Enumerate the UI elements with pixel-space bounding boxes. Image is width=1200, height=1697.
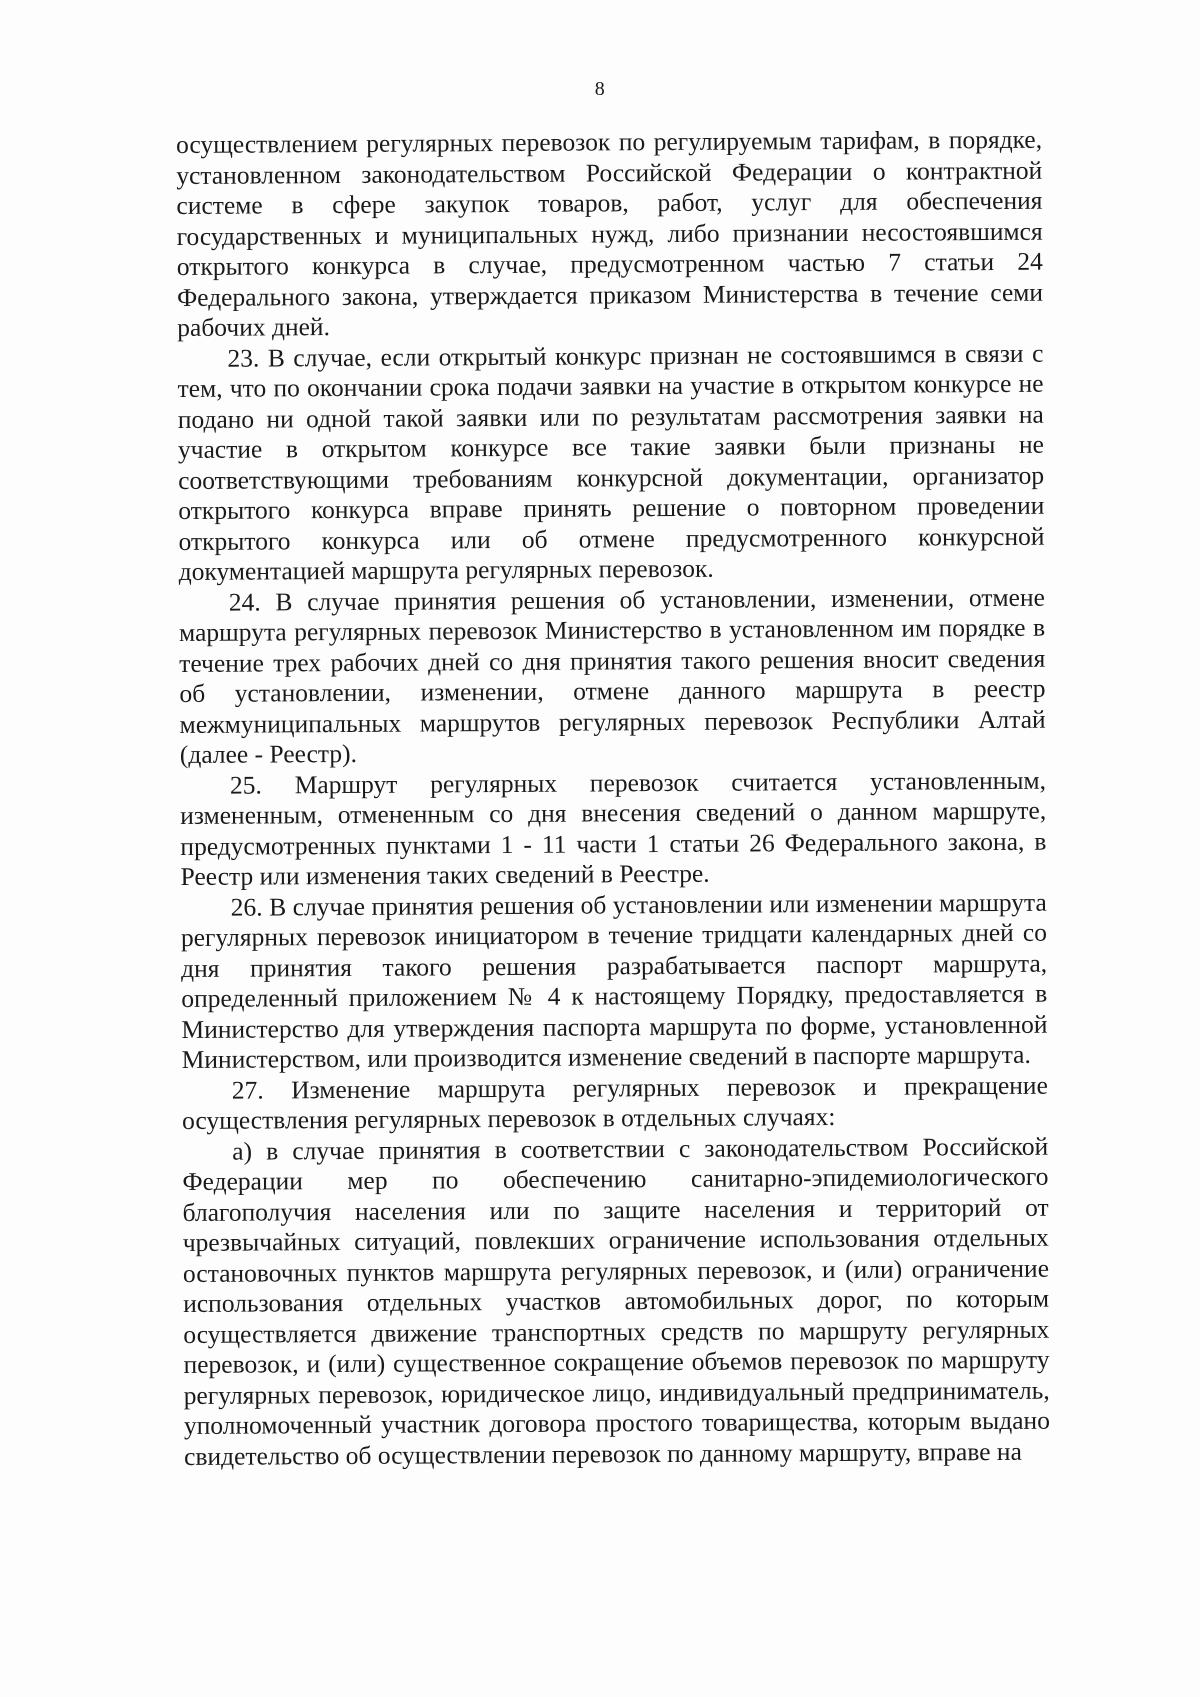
page-number: 8 [594,78,606,100]
paragraph-23: 23. В случае, если открытый конкурс признан не состоявшимся в связи с тем, что по окончании срока подачи заявки на участие в открытом конкурсе не подано ни одной такой заявки или по результатам рассмотрения заявки на участие в открытом конкурсе все такие заявки были признаны не соответствующими требованиям конкурсной документации, организатор открытого конкурса вправе принять решение о повторном проведении открытого конкурса или об отмене предусмотренного конкурсной документацией маршрута регулярных перевозок. [177,338,1045,586]
paragraph-25: 25. Маршрут регулярных перевозок считается установленным, измененным, отмененным со дня внесения сведений о данном маршруте, предусмотренных пунктами 1 - 11 части 1 статьи 26 Федерального закона, в Реестр или изменения таких сведений в Реестре. [180,765,1047,891]
paragraph-26: 26. В случае принятия решения об установлении или изменении маршрута регулярных перевозок инициатором в течение тридцати календарных дней со дня принятия такого решения разрабатывается паспорт маршрута, определенный приложением № 4 к настоящему Порядку, предоставляется в Министерство для утверждения паспорта маршрута по форме, установленной Министерством, или производится изменение сведений в паспорте маршрута. [180,887,1048,1074]
paragraph-24: 24. В случае принятия решения об установлении, изменении, отмене маршрута регулярных перевозок Министерство в установленном им порядке в течение трех рабочих дней со дня принятия такого решения вносит сведения об установлении, изменении, отмене данного маршрута в реестр межмуниципальных маршрутов регулярных перевозок Республики Алтай (далее - Реестр). [178,582,1046,769]
paragraph-27: 27. Изменение маршрута регулярных перевозок и прекращение осуществления регулярных перевозок в отдельных случаях: [181,1070,1048,1135]
document-body [176,125,1050,1472]
paragraph-continuation: осуществлением регулярных перевозок по регулируемым тарифам, в порядке, установленном законодательством Российской Федерации о контрактной системе в сфере закупок товаров, работ, услуг для обеспечения государственных и муниципальных нужд, либо признании несостоявшимся открытого конкурса в случае, предусмотренном частью 7 статьи 24 Федерального закона, утверждается приказом Министерства в течение семи рабочих дней. [176,124,1044,342]
paragraph-27-a: а) в случае принятия в соответствии с законодательством Российской Федерации мер по обеспечению санитарно-эпидемиологического благополучия населения или по защите населения и территорий от чрезвычайных ситуаций, повлекших ограничение использования отдельных остановочных пунктов маршрута регулярных перевозок, и (или) ограничение использования отдельных участков автомобильных дорог, по которым осуществляется движение транспортных средств по маршруту регулярных перевозок, и (или) существенное сокращение объемов перевозок по маршруту регулярных перевозок, юридическое лицо, индивидуальный предприниматель, уполномоченный участник договора простого товарищества, которым выдано свидетельство об осуществлении перевозок по данному маршруту, вправе на [182,1131,1050,1471]
